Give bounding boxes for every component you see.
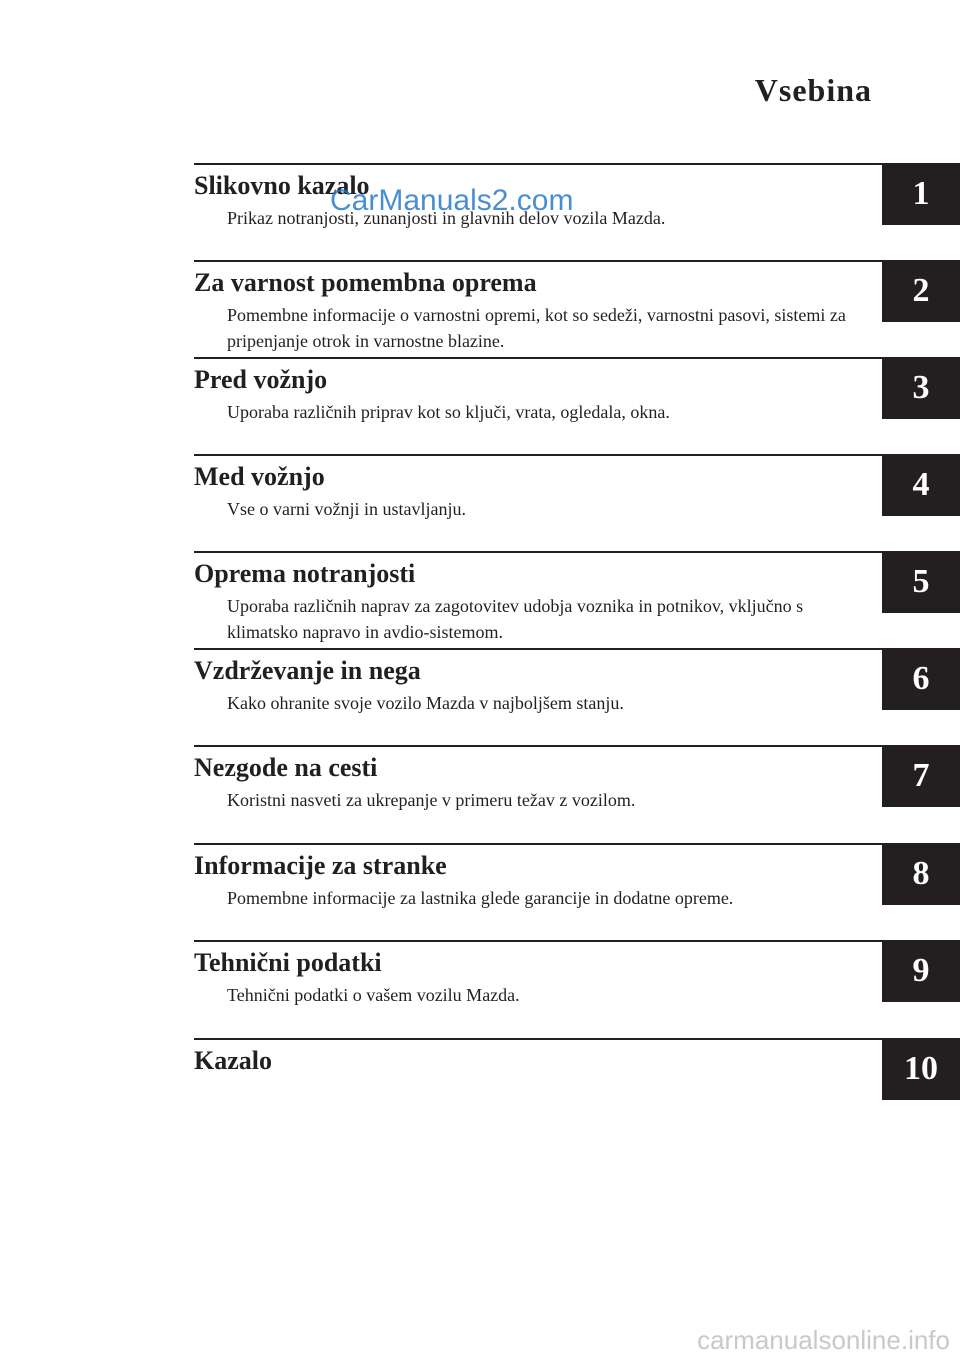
chapter-tab-10[interactable]: 10 [882,1038,960,1100]
section-title[interactable]: Vzdrževanje in nega [194,656,421,685]
section-description: Prikaz notranjosti, zunanjosti in glavnih delov vozila Mazda. [227,208,666,228]
section-rule [194,551,882,553]
toc-section-5[interactable] [0,551,960,642]
section-title[interactable]: Informacije za stranke [194,851,447,880]
section-title[interactable]: Kazalo [194,1046,272,1075]
watermark-top: CarManuals2.com [330,184,574,217]
toc-section-8[interactable] [0,843,960,908]
chapter-tab-1[interactable]: 1 [882,163,960,225]
toc-section-3[interactable] [0,357,960,422]
chapter-tab-9[interactable]: 9 [882,940,960,1002]
watermark-bottom: carmanualsonline.info [697,1325,950,1355]
section-description: Vse o varni vožnji in ustavljanju. [227,499,466,519]
section-title[interactable]: Oprema notranjosti [194,559,416,588]
chapter-tab-4[interactable]: 4 [882,454,960,516]
section-rule [194,745,882,747]
chapter-tab-6[interactable]: 6 [882,648,960,710]
section-description: Uporaba različnih naprav za zagotovitev udobja voznika in potnikov, vključno s klimatsko napravo in avdio-sistemom. [227,596,804,642]
section-rule [194,163,882,165]
section-rule [194,843,882,845]
section-rule [194,260,882,262]
page-title: Vsebina [754,72,872,108]
toc-section-7[interactable] [0,745,960,810]
section-title[interactable]: Pred vožnjo [194,365,328,394]
toc-section-6[interactable] [0,648,960,713]
chapter-tab-8[interactable]: 8 [882,843,960,905]
section-description: Pomembne informacije za lastnika glede garancije in dodatne opreme. [227,888,734,908]
toc-section-10[interactable] [0,1038,960,1100]
chapter-tab-7[interactable]: 7 [882,745,960,807]
section-description: Tehnični podatki o vašem vozilu Mazda. [227,985,520,1005]
toc-section-4[interactable] [0,454,960,519]
section-description: Pomembne informacije o varnostni opremi, kot so sedeži, varnostni pasovi, sistemi za pripenjanje otrok in varnostne blazine. [227,305,846,351]
chapter-tab-3[interactable]: 3 [882,357,960,419]
chapter-tab-5[interactable]: 5 [882,551,960,613]
section-description: Uporaba različnih priprav kot so ključi, vrata, ogledala, okna. [227,402,670,422]
section-title[interactable]: Za varnost pomembna oprema [194,268,537,297]
section-description: Koristni nasveti za ukrepanje v primeru težav z vozilom. [227,790,636,810]
section-rule [194,1038,882,1040]
section-title[interactable]: Nezgode na cesti [194,753,378,782]
section-rule [194,357,882,359]
section-rule [194,454,882,456]
toc-section-2[interactable] [0,260,960,351]
toc-section-9[interactable] [0,940,960,1005]
section-rule [194,940,882,942]
section-title[interactable]: Tehnični podatki [194,948,382,977]
section-title[interactable]: Slikovno kazalo [194,171,370,200]
chapter-tab-2[interactable]: 2 [882,260,960,322]
section-title[interactable]: Med vožnjo [194,462,325,491]
section-description: Kako ohranite svoje vozilo Mazda v najboljšem stanju. [227,693,624,713]
section-rule [194,648,882,650]
